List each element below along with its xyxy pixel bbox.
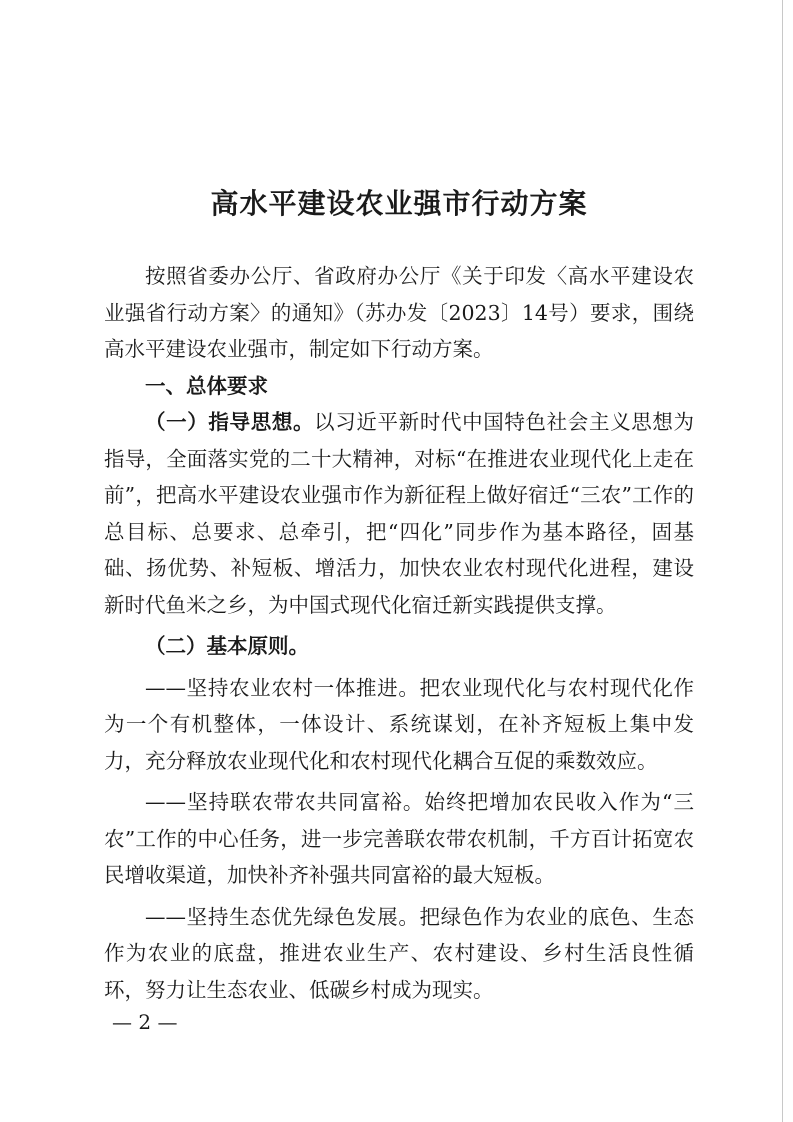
guiding-thought-paragraph bbox=[104, 404, 694, 623]
basic-principles-lead: （二）基本原则。 bbox=[145, 634, 309, 658]
principle-3-text: 把绿色作为农业的底色、生态作为农业的底盘，推进农业生产、农村建设、乡村生活良性循环，努力让生态农业、低碳乡村成为现实。 bbox=[104, 904, 694, 1002]
guiding-thought-text: 以习近平新时代中国特色社会主义思想为指导，全面落实党的二十大精神，对标“在推进农业现代化上走在前”，把高水平建设农业强市作为新征程上做好宿迁“三农”工作的总目标、总要求、总牵引，把“四化”同步作为基本路径，固基础、扬优势、补短板、增活力，加快农业农村现代化进程，建设新时代鱼米之乡，为中国式现代化宿迁新实践提供支撑。 bbox=[104, 410, 695, 617]
principle-1-text: 把农业现代化与农村现代化作为一个有机整体，一体设计、系统谋划，在补齐短板上集中发力，充分释放农业现代化和农村现代化耦合互促的乘数效应。 bbox=[104, 675, 694, 773]
page-number: — 2 — bbox=[112, 1010, 178, 1034]
principle-paragraph-3 bbox=[104, 899, 694, 1009]
principle-3-lead: ——坚持生态优先绿色发展。 bbox=[145, 904, 420, 929]
principle-paragraph-2 bbox=[104, 784, 694, 894]
basic-principles-paragraph bbox=[104, 628, 694, 665]
scan-edge-line bbox=[782, 0, 783, 1122]
document-body bbox=[104, 258, 694, 1008]
intro-paragraph: 按照省委办公厅、省政府办公厅《关于印发〈高水平建设农业强省行动方案〉的通知》（苏办发〔2023〕14号）要求，围绕高水平建设农业强市，制定如下行动方案。 bbox=[104, 264, 694, 361]
guiding-thought-lead: （一）指导思想。 bbox=[145, 410, 315, 434]
principle-1-lead: ——坚持农业农村一体推进。 bbox=[145, 675, 420, 700]
principle-2-text: 始终把增加农民收入作为“三农”工作的中心任务，进一步完善联农带农机制，千方百计拓宽农民增收渠道，加快补齐补强共同富裕的最大短板。 bbox=[104, 790, 695, 887]
principle-2-lead: ——坚持联农带农共同富裕。 bbox=[145, 790, 425, 814]
principle-paragraph-1 bbox=[104, 670, 694, 780]
document-title: 高水平建设农业强市行动方案 bbox=[210, 187, 588, 220]
section-heading-general-requirements: 一、总体要求 bbox=[145, 373, 268, 398]
